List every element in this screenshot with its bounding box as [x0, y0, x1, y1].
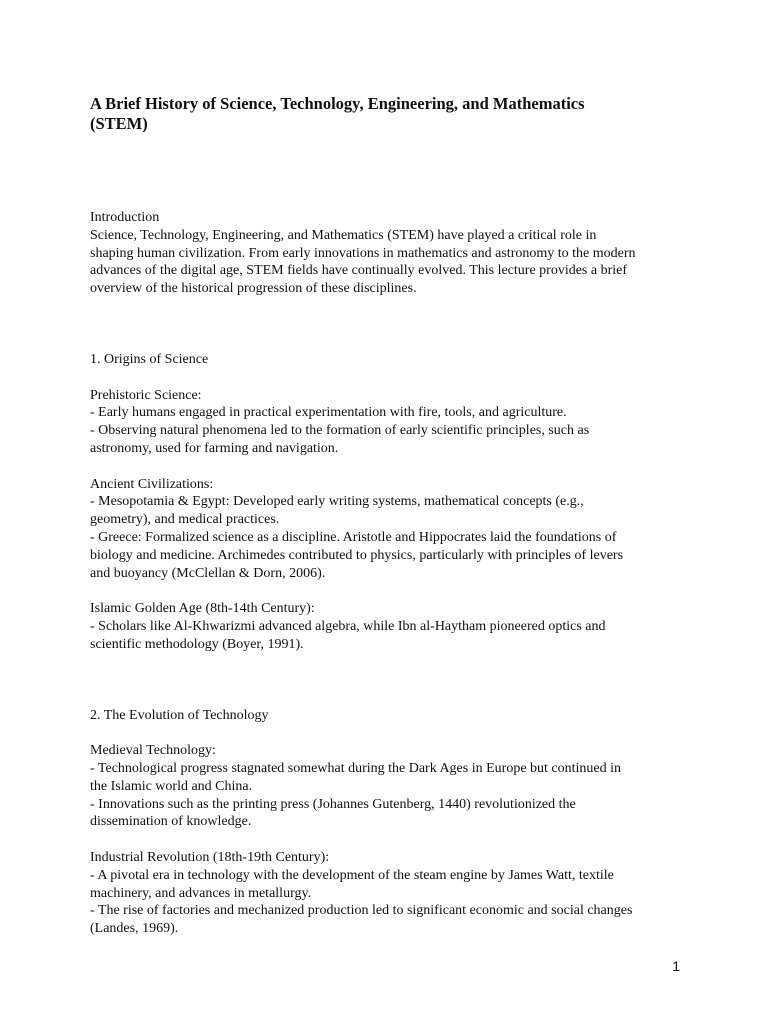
section-evolution-of-technology — [90, 707, 690, 938]
bullet-line: astronomy, used for farming and navigation. — [90, 440, 339, 456]
bullet-line: - The rise of factories and mechanized production led to significant economic and social changes — [90, 903, 633, 919]
intro-line: overview of the historical progression of these disciplines. — [90, 281, 417, 297]
spacer — [90, 134, 690, 209]
bullet-line: biology and medicine. Archimedes contributed to physics, particularly with principles of levers — [90, 547, 624, 563]
bullet-line: - Early humans engaged in practical experimentation with fire, tools, and agriculture. — [90, 405, 567, 421]
bullet-line: (Landes, 1969). — [90, 921, 179, 937]
subsection-heading: Industrial Revolution (18th-19th Century): — [90, 849, 330, 865]
bullet-line: - Innovations such as the printing press (Johannes Gutenberg, 1440) revolutionized the — [90, 796, 576, 812]
intro-line: advances of the digital age, STEM fields have continually evolved. This lecture provides a brief — [90, 263, 628, 279]
bullet-line: - Technological progress stagnated somewhat during the Dark Ages in Europe but continued in — [90, 760, 622, 776]
bullet-line: machinery, and advances in metallurgy. — [90, 885, 312, 901]
bullet-line: the Islamic world and China. — [90, 778, 253, 794]
section-heading: 2. The Evolution of Technology — [90, 707, 269, 723]
spacer — [90, 831, 690, 849]
bullet-line: scientific methodology (Boyer, 1991). — [90, 636, 304, 652]
subsection-heading: Ancient Civilizations: — [90, 476, 214, 492]
title-line: A Brief History of Science, Technology, Engineering, and Mathematics — [90, 94, 585, 113]
intro-section — [90, 209, 690, 298]
subsection-heading: Prehistoric Science: — [90, 387, 202, 403]
bullet-line: and buoyancy (McClellan & Dorn, 2006). — [90, 565, 326, 581]
page-number: 1 — [672, 958, 680, 974]
bullet-line: geometry), and medical practices. — [90, 512, 280, 528]
subsection-heading: Islamic Golden Age (8th-14th Century): — [90, 601, 315, 617]
spacer — [90, 458, 690, 476]
bullet-line: - A pivotal era in technology with the development of the steam engine by James Watt, textile — [90, 867, 614, 883]
document-content — [90, 94, 690, 938]
bullet-line: - Greece: Formalized science as a discipline. Aristotle and Hippocrates laid the foundations of — [90, 529, 617, 545]
spacer — [90, 298, 690, 351]
intro-line: Science, Technology, Engineering, and Mathematics (STEM) have played a critical role in — [90, 227, 597, 243]
section-origins-of-science — [90, 351, 690, 654]
bullet-line: - Observing natural phenomena led to the formation of early scientific principles, such as — [90, 423, 590, 439]
spacer — [90, 724, 690, 742]
spacer — [90, 654, 690, 707]
intro-line: shaping human civilization. From early innovations in mathematics and astronomy to the modern — [90, 245, 636, 261]
bullet-line: - Mesopotamia & Egypt: Developed early writing systems, mathematical concepts (e.g., — [90, 494, 584, 510]
subsection-heading: Medieval Technology: — [90, 743, 216, 759]
section-heading: 1. Origins of Science — [90, 351, 209, 367]
spacer — [90, 369, 690, 387]
spacer — [90, 582, 690, 600]
document-title — [90, 94, 690, 134]
bullet-line: - Scholars like Al-Khwarizmi advanced algebra, while Ibn al-Haytham pioneered optics and — [90, 618, 606, 634]
title-line: (STEM) — [90, 114, 148, 133]
intro-heading: Introduction — [90, 210, 160, 225]
bullet-line: dissemination of knowledge. — [90, 814, 252, 830]
